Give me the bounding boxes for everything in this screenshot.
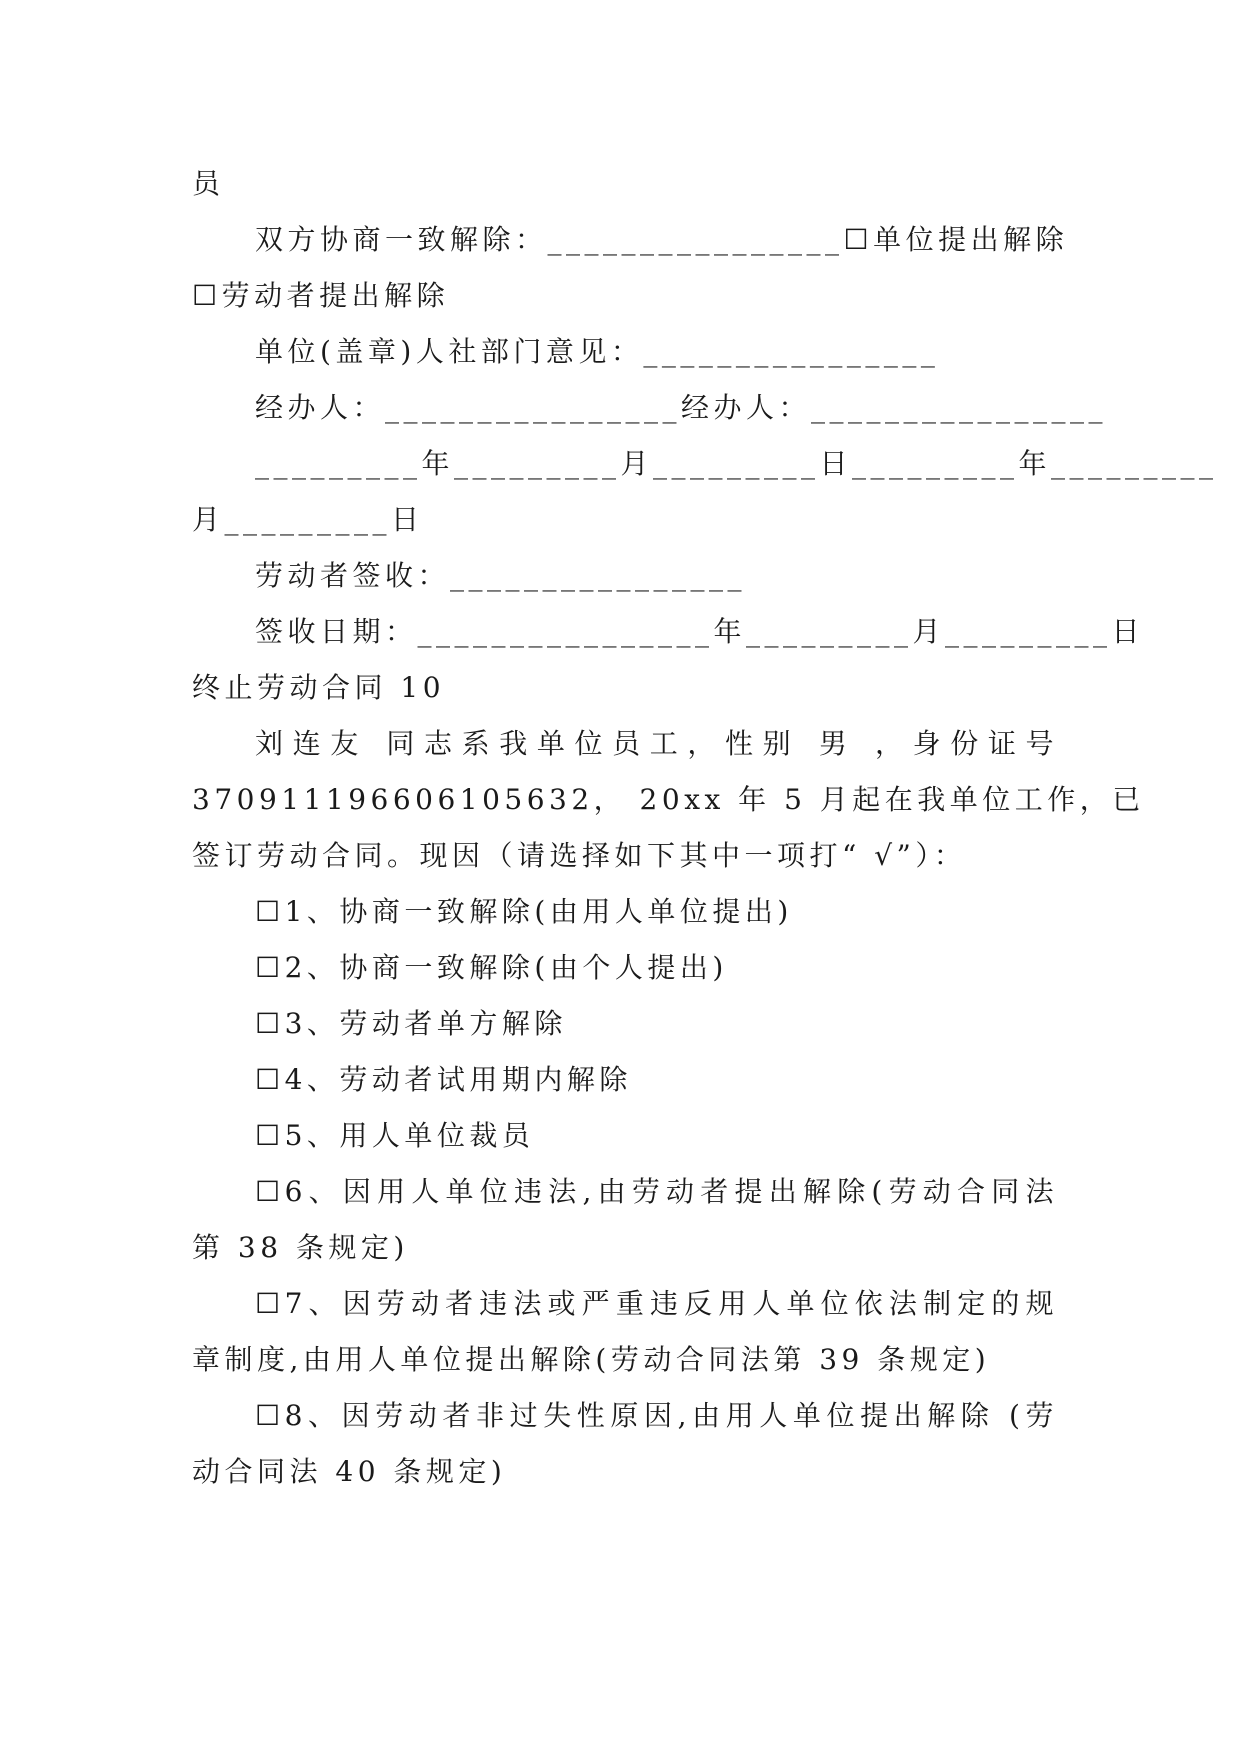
text-line-handlers: 经办人：________________经办人：________________ [255, 391, 1108, 424]
option-8: ☐8、因劳动者非过失性原因,由用人单位提出解除 (劳 [255, 1399, 1058, 1432]
text-line-employee-info: 刘连友 同志系我单位员工，性别 男 ，身份证号 [255, 727, 1058, 760]
option-1: ☐1、协商一致解除(由用人单位提出) [255, 895, 793, 928]
text-line: 员 [192, 167, 225, 200]
option-5: ☐5、用人单位裁员 [255, 1119, 535, 1152]
option-8-cont: 动合同法 40 条规定) [192, 1455, 507, 1488]
option-7: ☐7、因劳动者违法或严重违反用人单位依法制定的规 [255, 1287, 1058, 1320]
text-line-dates: _________年_________月_________日_________年_________ [255, 447, 1218, 480]
option-7-cont: 章制度,由用人单位提出解除(劳动合同法第 39 条规定) [192, 1343, 991, 1376]
text-line-unit-seal: 单位(盖章)人社部门意见：________________ [255, 335, 940, 368]
text-line-mutual-termination: 双方协商一致解除：________________☐单位提出解除 [255, 223, 1069, 256]
text-line-instruction: 签订劳动合同。现因（请选择如下其中一项打“ √”）： [192, 839, 967, 872]
option-6: ☐6、因用人单位违法,由劳动者提出解除(劳动合同法 [255, 1175, 1058, 1208]
text-line-worker-termination: ☐劳动者提出解除 [192, 279, 450, 312]
text-line-dates-cont: 月_________日 [192, 503, 424, 536]
text-line-sign-date: 签收日期：________________年_________月_________日 [255, 615, 1145, 648]
option-3: ☐3、劳动者单方解除 [255, 1007, 567, 1040]
text-line-worker-signature: 劳动者签收：________________ [255, 559, 747, 592]
option-2: ☐2、协商一致解除(由个人提出) [255, 951, 728, 984]
option-6-cont: 第 38 条规定) [192, 1231, 409, 1264]
option-4: ☐4、劳动者试用期内解除 [255, 1063, 632, 1096]
text-line-id-number: 370911196606105632， 20xx 年 5 月起在我单位工作，已 [192, 783, 1145, 816]
section-heading: 终止劳动合同 10 [192, 671, 446, 704]
